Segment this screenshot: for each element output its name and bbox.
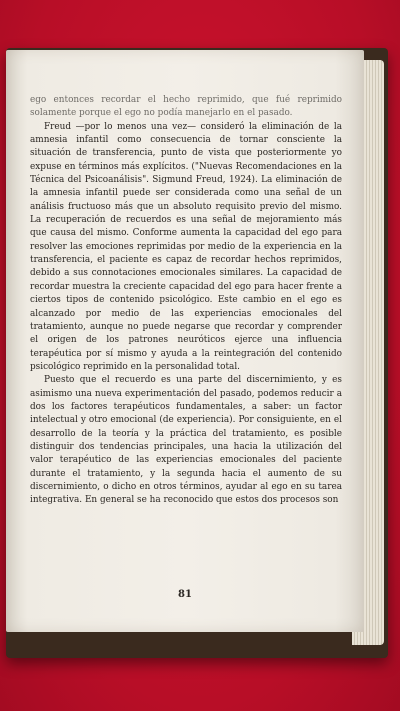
page-number: 81 xyxy=(178,589,192,600)
paragraph-3: Puesto que el recuerdo es una parte del discernimiento, y es asimismo una nueva experimentación del pasado, podemos reducir a dos los factores terapéuticos fundamentales, a saber: un factor intelectual y otro emocional (de experiencia). Por consiguiente, en el desarrollo de la teoría y la práctica del tratamiento, es posible distinguir dos tendencias principales, una hacia la utilización del valor terapéutico de las experiencias emocionales del paciente durante el tratamiento, y la segunda hacia el aumento de su discernimiento, o dicho en otros términos, ayudar al ego en su tarea integrativa. En general se ha reconocido que estos dos procesos son xyxy=(30,375,342,506)
book-page xyxy=(6,50,364,632)
paragraph-1: ego entonces recordar el hecho reprimido, que fué reprimido solamente porque el ego no podía manejarlo en el pasado. xyxy=(30,95,342,119)
page-text xyxy=(30,94,342,508)
paragraph-2: Freud —por lo menos una vez— consideró la eliminación de la amnesia infantil como consecuencia de tornar consciente la situación de transferencia, punto de vista que posteriormente yo expuse en términos más explícitos. ("Nuevas Recomendaciones en la Técnica del Psicoanálisis". Sigmund Freud, 1924). La eliminación de la amnesia infantil puede ser considerada como una señal de un análisis fructuoso más que un absoluto requisito previo del mismo. La recuperación de recuerdos es una señal de mejoramiento más que causa del mismo. Conforme aumenta la capacidad del ego para resolver las emociones reprimidas por medio de la experiencia en la transferencia, el paciente es capaz de recordar hechos reprimidos, debido a sus connotaciones emocionales similares. La capacidad de recordar muestra la creciente capacidad del ego para hacer frente a ciertos tipos de contenido psicológico. Este cambio en el ego es alcanzado por medio de las experiencias emocionales del tratamiento, aunque no puede negarse que recordar y comprender el origen de los patrones neuróticos ejerce una influencia terapéutica por sí mismo y ayuda a la reintegración del contenido psicológico reprimido en la personalidad total. xyxy=(30,121,342,372)
